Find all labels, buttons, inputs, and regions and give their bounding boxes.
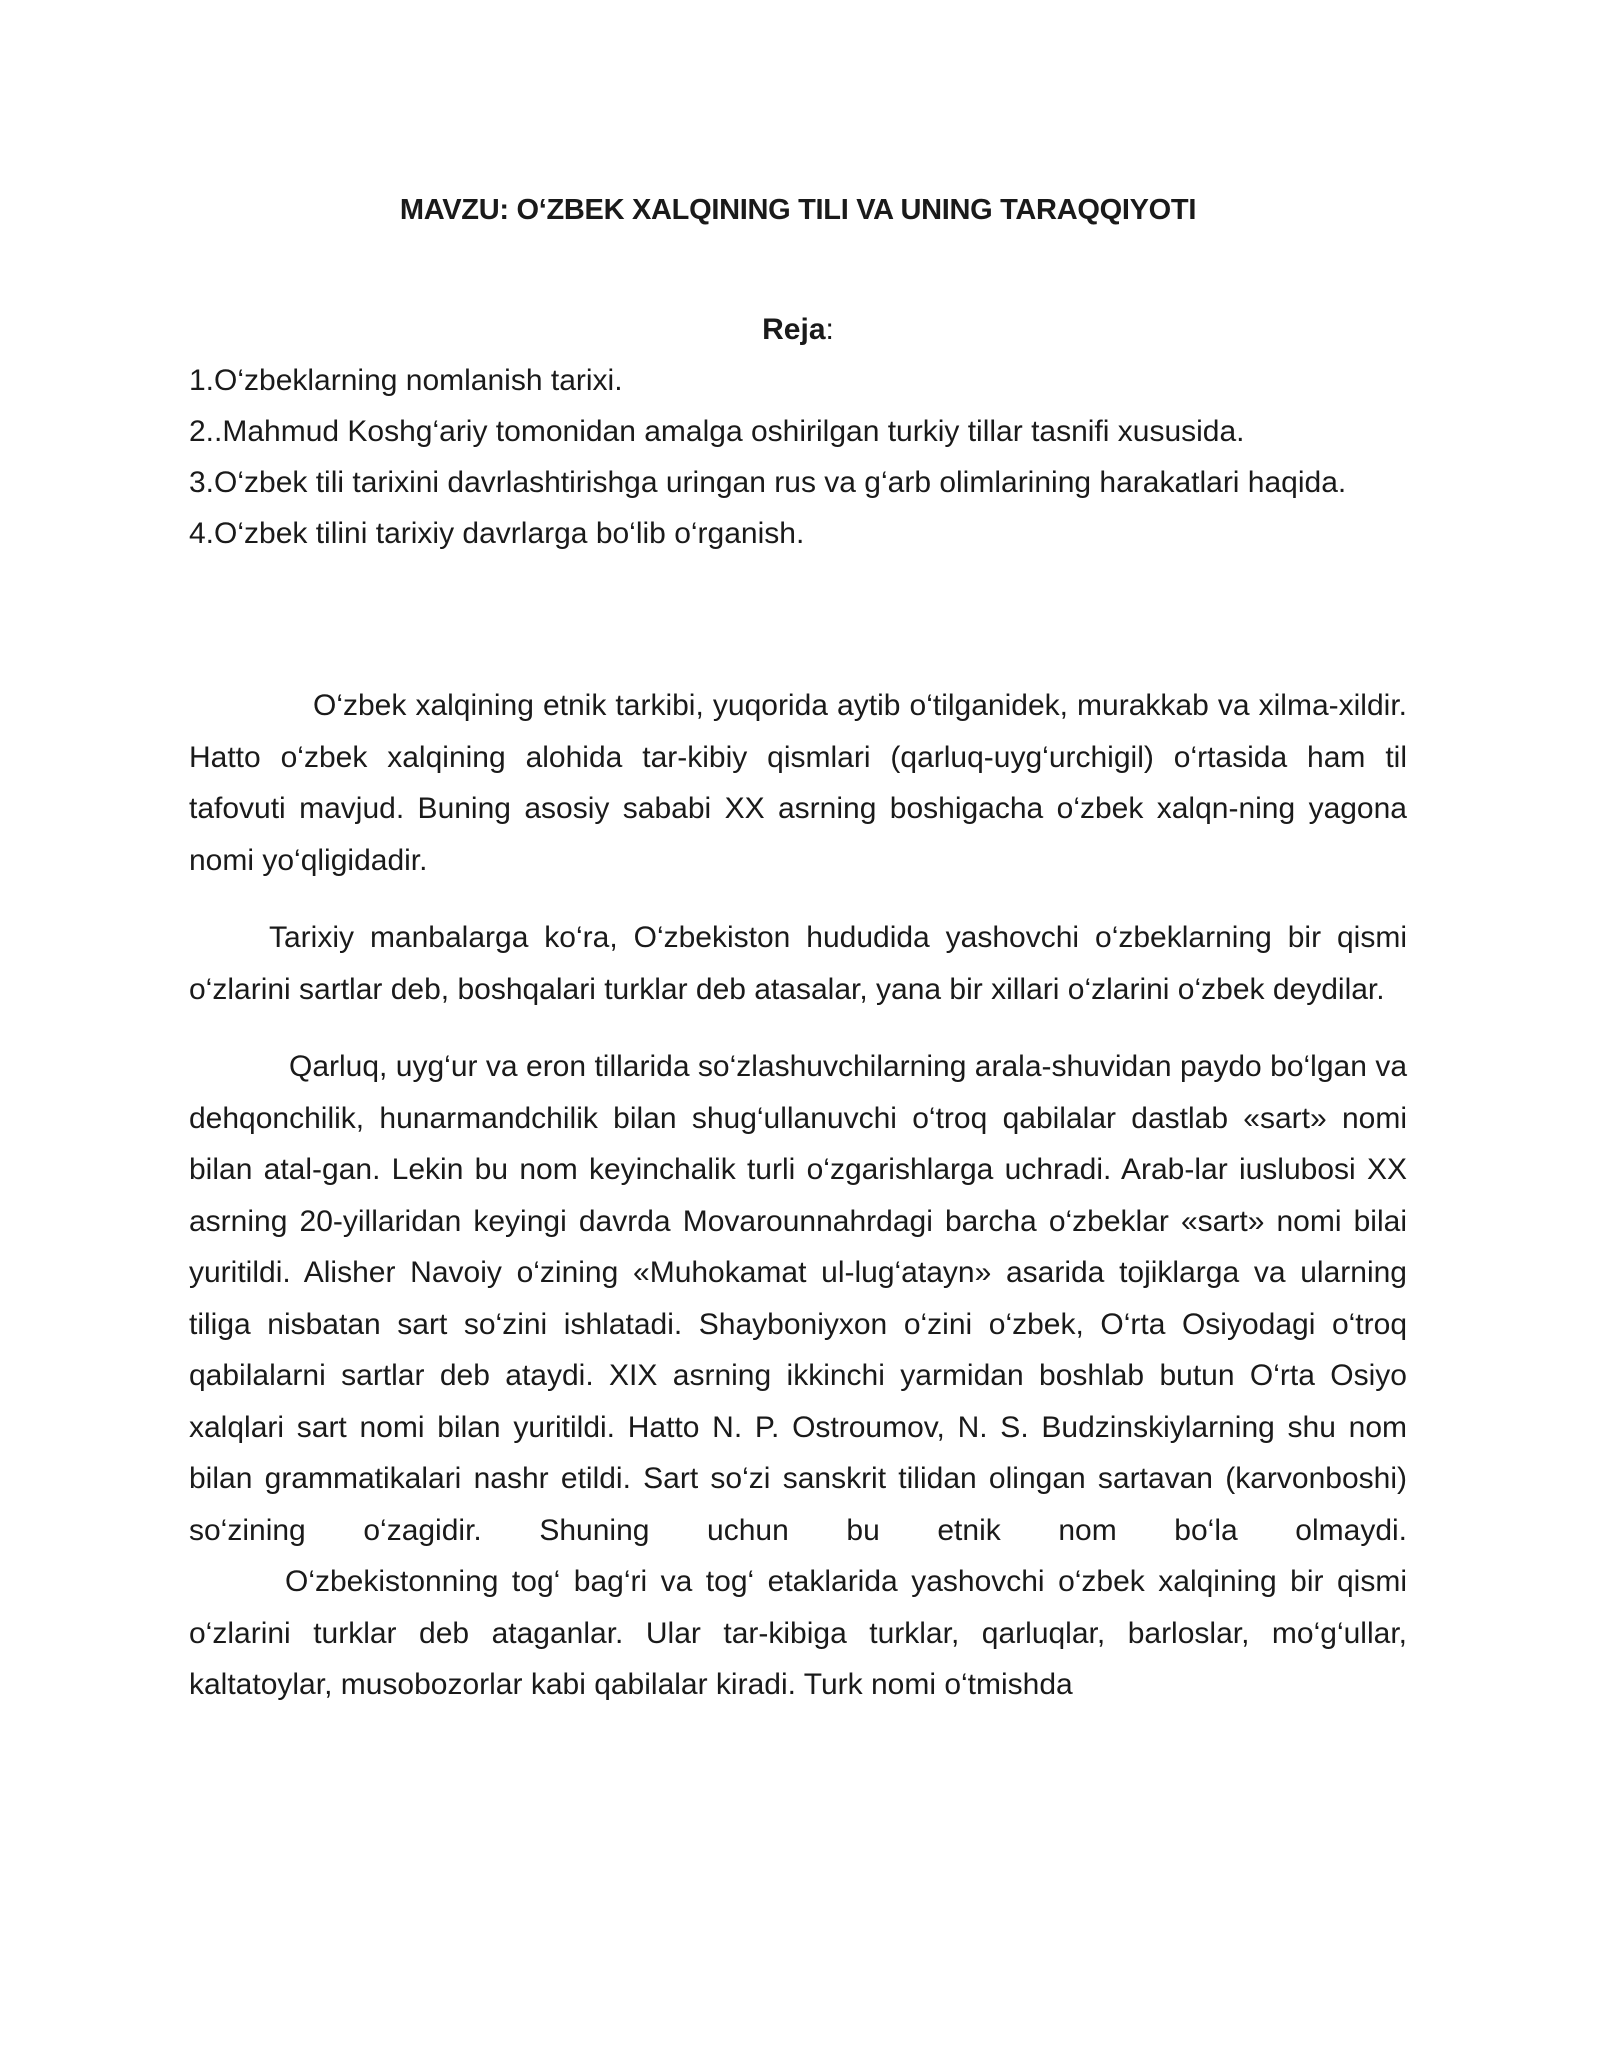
document-title: MAVZU: O‘ZBEK XALQINING TILI VA UNING TARAQQIYOTI [399,194,1197,226]
plan-heading [189,312,1407,348]
plan-item: 3.O‘zbek tili tarixini davrlashtirishga uringan rus va g‘arb olimlarining harakatlari haqida. [189,466,1347,499]
plan-item: 1.O‘zbeklarning nomlanish tarixi. [189,364,623,397]
body-text [189,680,1407,1711]
paragraph: O‘zbek xalqining etnik tarkibi, yuqorida aytib o‘tilganidek, murakkab va xilma-xildir. Hatto o‘zbek xalqining alohida tar-kibiy qismlari (qarluq-uyg‘urchigil) o‘rtasida ham til tafovuti mavjud. Buning asosiy sababi XX asrning boshigacha o‘zbek xalqn-ning yagona nomi yo‘qligidadir. [189,689,1407,877]
paragraph: O‘zbekistonning tog‘ bag‘ri va tog‘ etaklarida yashovchi o‘zbek xalqining bir qismi o‘zlarini turklar deb ataganlar. Ular tar-kibiga turklar, qarluqlar, barloslar, mo‘g‘ullar, kaltatoylar, musobozorlar kabi qabilalar kiradi. Turk nomi o‘tmishda [189,1565,1407,1701]
plan-heading-label: Reja [762,313,826,346]
plan-item: 2..Mahmud Koshg‘ariy tomonidan amalga oshirilgan turkiy tillar tasnifi xususida. [189,415,1245,448]
paragraph: Tarixiy manbalarga ko‘ra, O‘zbekiston hududida yashovchi o‘zbeklarning bir qismi o‘zlarini sartlar deb, boshqalari turklar deb atasalar, yana bir xillari o‘zlarini o‘zbek deydilar. [189,921,1407,1006]
plan-item: 4.O‘zbek tilini tarixiy davrlarga bo‘lib o‘rganish. [189,517,805,550]
plan-list [189,355,1407,559]
plan-heading-colon: : [825,313,834,346]
paragraph: Qarluq, uyg‘ur va eron tillarida so‘zlashuvchilarning arala-shuvidan paydo bo‘lgan va dehqonchilik, hunarmandchilik bilan shug‘ullanuvchi o‘troq qabilalar dastlab «sart» nomi bilan atal-gan. Lekin bu nom keyinchalik turli o‘zgarishlarga uchradi. Arab-lar iuslubosi XX asrning 20-yillaridan keyingi davrda Movarounnahrdagi barcha o‘zbeklar «sart» nomi bilai yuritildi. Alisher Navoiy o‘zining «Muhokamat ul-lug‘atayn» asarida tojiklarga va ularning tiliga nisbatan sart so‘zini ishlatadi. Shayboniyxon o‘zini o‘zbek, O‘rta Osiyodagi o‘troq qabilalarni sartlar deb ataydi. XIX asrning ikkinchi yarmidan boshlab butun O‘rta Osiyo xalqlari sart nomi bilan yuritildi. Hatto N. P. Ostroumov, N. S. Budzinskiylarning shu nom bilan grammatikalari nashr etildi. Sart so‘zi sanskrit tilidan olingan sartavan (karvonboshi) so‘zining o‘zagidir. Shuning uchun bu etnik nom bo‘la olmaydi. [189,1050,1407,1547]
